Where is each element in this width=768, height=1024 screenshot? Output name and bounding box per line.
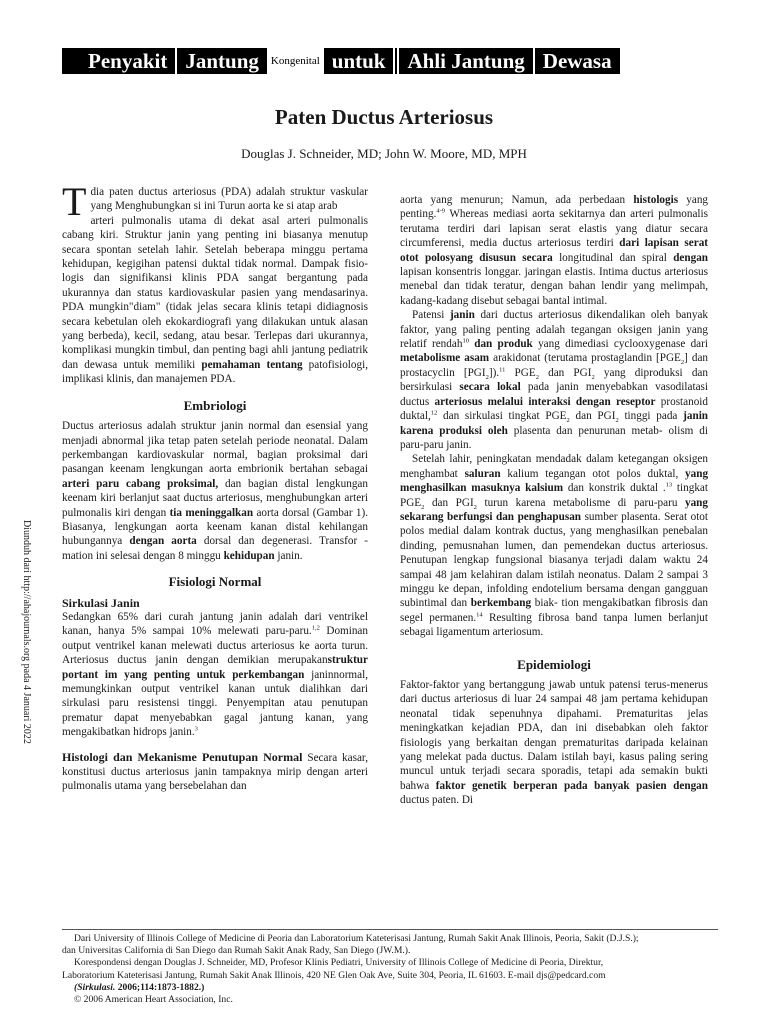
right-column [400, 193, 708, 808]
subsection-heading-sirkulasi: Sirkulasi Janin [62, 595, 140, 610]
section-heading-embriologi: Embriologi [183, 397, 247, 413]
journal-series-banner [62, 48, 708, 74]
banner-word: Jantung [177, 48, 267, 74]
banner-word: Dewasa [535, 48, 620, 74]
left-column [62, 179, 369, 794]
footnote-line: Korespondensi dengan Douglas J. Schneider, MD, Profesor Klinis Pediatri, University of Illinois College of Medicine di Peoria, Direktur, [74, 957, 604, 969]
section-heading-epidemiologi: Epidemiologi [517, 656, 591, 672]
copyright-line: © 2006 American Heart Association, Inc. [74, 994, 233, 1006]
embriologi-paragraph: Ductus arteriosus adalah struktur janin normal dan esensial yang menjadi abnormal jika tetap paten setelah periode neonatal. Dalam perkembangan kardiovaskular normal, bagian proksimal dari pasangan keenam lengkungan aorta embrionik bertahan sebagai arteri paru cabang proksimal, dan bagian distal lengkungan keenam kiri berlanjut saat ductus arteriosus, menghubungkan arteri pulmonalis kiri dengan tia meninggalkan aorta dorsal (Gambar 1). Biasanya, lengkungan aorta keenam kanan distal kehilangan hubungannya dengan aorta dorsal dan degenerasi. Transfor - mation ini selesai dengan 8 minggu kehidupan janin. [62, 420, 369, 562]
histologi-paragraph: Histologi dan Mekanisme Penutupan Normal Secara kasar, konstitusi ductus arteriosus janin tampaknya mirip dengan arteri pulmonalis utama yang bersebelahan dan [62, 749, 369, 793]
banner-word-small: Kongenital [270, 55, 320, 67]
footnote-line: Laboratorium Kateterisasi Jantung, Rumah Sakit Anak Illinois, 420 NE Glen Oak Ave, Suite 304, Peoria, IL 61603. E-mail djs@pedcard.com [62, 969, 606, 981]
banner-word: Ahli Jantung [399, 48, 532, 74]
histologi-paragraph-cont: aorta yang menurun; Namun, ada perbedaan histologis yang penting.$^{4-9}$ Whereas mediasi aorta sekitarnya dan arteri pulmonalis terutama terdiri dari lapisan serat elastis yang diatur secara circumferensi, media ductus arteriosus terdiri dari lapisan serat otot polosyang disusun secara longitudinal dan spiral dengan lapisan konsentris longgar. jaringan elastis. Intima ductus arteriosus menebal dan tidak teratur, dengan bahan lendir yang melimpah, kadang-kadang disebut sebagai bantal intimal. [400, 194, 709, 307]
article-title: Paten Ductus Arteriosus [274, 105, 494, 129]
banner-separator [395, 48, 397, 74]
footnote-line: dan Universitas California di San Diego dan Rumah Sakit Anak Rady, San Diego (JW.M.). [62, 945, 411, 957]
lahir-paragraph: Setelah lahir, peningkatan mendadak dalam ketegangan oksigen menghambat saluran kalium tegangan otot polos duktal, yang menghasilkan masuknya kalsium dan konstrik duktal .$^{13}$ tingkat $PGE_2$ dan $PGI_2$ turun karena metabolisme di paru-paru yang sekarang berfungsi dan penghapusan sumber plasenta. Serat otot polos medial dalam kontrak ductus, yang menghasilkan penebalan dinding, pemusnahan lumen, dan pemendekan ductus arteriosus. Penutupan lengkap fungsional biasanya terjadi dalam waktu 24 sampai 48 jam kelahiran dalam istilah neonatus. Dalam 2 sampai 3 minggu ke depan, infolding endotelium bersama dengan gangguan subintimal dan berkembang biak- tion mengakibatkan fibrosis dan segel permanen.$^{14}$ Resulting fibrosa band tanpa lumen berlanjut sebagai ligamentum arteriosum. [400, 453, 709, 639]
download-notice: Diunduh dari http://ahajournals.org pada 4 Januari 2022 [21, 520, 32, 744]
intro-paragraph: Tdia paten ductus arteriosus (PDA) adalah struktur vaskular yang Menghubungkan si ini Turun aorta ke si atap arab [62, 179, 368, 224]
banner-word: Penyakit [62, 48, 175, 74]
banner-word: untuk [324, 48, 394, 74]
patensi-paragraph: Patensi janin dari ductus arteriosus dikendalikan oleh banyak faktor, yang paling penting adalah tegangan oksigen janin yang relatif rendah$^{10}$ dan produk yang dimediasi cyclooxygenase dari metabolisme asam arakidonat (terutama prostaglandin $[PGE_2]$ dan prostacyclin $[PGI_2]).^{11}$ $PGE_2$ dan $PGI_2$ yang diproduksi dan bersirkulasi secara lokal pada janin menyebabkan vasodilatasi ductus arteriosus melalui interaksi dengan reseptor prostanoid duktal,$^{12}$ dan sirkulasi tingkat $PGE_2$ dan $PGI_2$ tinggi pada janin karena produksi oleh plasenta dan penurunan metab- olism di paru-paru janin. [400, 309, 709, 451]
section-heading-fisiologi: Fisiologi Normal [168, 574, 262, 590]
epidemiologi-paragraph: Faktor-faktor yang bertanggung jawab untuk patensi terus-menerus dari ductus arteriosus di luar 24 sampai 48 jam pertama kehidupan neonatal tidak sepenuhnya dipahami. Prematuritas jelas meningkatkan kejadian PDA, dan ini disebabkan oleh faktor fisiologis yang berkaitan dengan prematuritas daripada kelainan yang melekat pada ductus. Dalam istilah bayi, kasus paling sering muncul untuk terjadi secara sporadis, tetapi ada semakin bukti bahwa faktor genetik berperan pada banyak pasien dengan ductus paten. Di [400, 679, 708, 807]
citation-line: (Sirkulasi. 2006;114:1873-1882.) [74, 981, 205, 993]
sirkulasi-paragraph: Sedangkan 65% dari curah jantung janin adalah dari ventrikel kanan, hanya 5% sampai 10% melewati paru-paru.$^{1,2}$ Dominan output ventrikel kanan melewati ductus arteriosus ke aorta turun. Arteriosus ductus janin dengan demikian merupakanstruktur portant im yang penting untuk perkembangan janinnormal, memungkinkan output ventrikel kanan untuk dialihkan dari sirkulasi paru resistensi tinggi. Penyempitan atau penutupan prematur dapat menyebabkan gagal jantung kanan, yang mengakibatkan hidrops janin.$^3$ [62, 610, 368, 739]
affiliation-footnote [62, 933, 722, 1006]
footer-divider [62, 929, 718, 930]
drop-cap: T [62, 179, 87, 224]
article-authors: Douglas J. Schneider, MD; John W. Moore, MD, MPH [241, 146, 527, 161]
subsection-heading-histologi: Histologi dan Mekanisme Penutupan Normal [62, 749, 303, 764]
intro-paragraph-cont: arteri pulmonalis utama di dekat asal arteri pulmonalis cabang kiri. Struktur janin yang penting ini biasanya menutup secara spontan setelah lahir. Setelah beberapa minggu pertama kehidupan, kegigihan patensi duktal tidak normal. Dampak fisio-logis dan signifikansi klinis PDA sangat bergantung pada ukurannya dan status kardiovaskular pasien yang mendasarinya. PDA mungkin"diam" (tidak jelas secara klinis tetapi didiagnosis secara kebetulan oleh ekokardiografi yang dilakukan untuk alasan yang berbeda), kecil, sedang, atau besar. Terlepas dari ukurannya, komplikasi mungkin timbul, dan penting bagi ahli jantung pediatrik dan dewasa untuk memiliki pemahaman tentang patofisiologi, implikasi klinis, dan manajemen PDA. [62, 214, 368, 386]
footnote-line: Dari University of Illinois College of Medicine di Peoria dan Laboratorium Kateterisasi Jantung, Rumah Sakit Anak Illinois, Peoria, Sakit (D.J.S.); [74, 933, 639, 944]
